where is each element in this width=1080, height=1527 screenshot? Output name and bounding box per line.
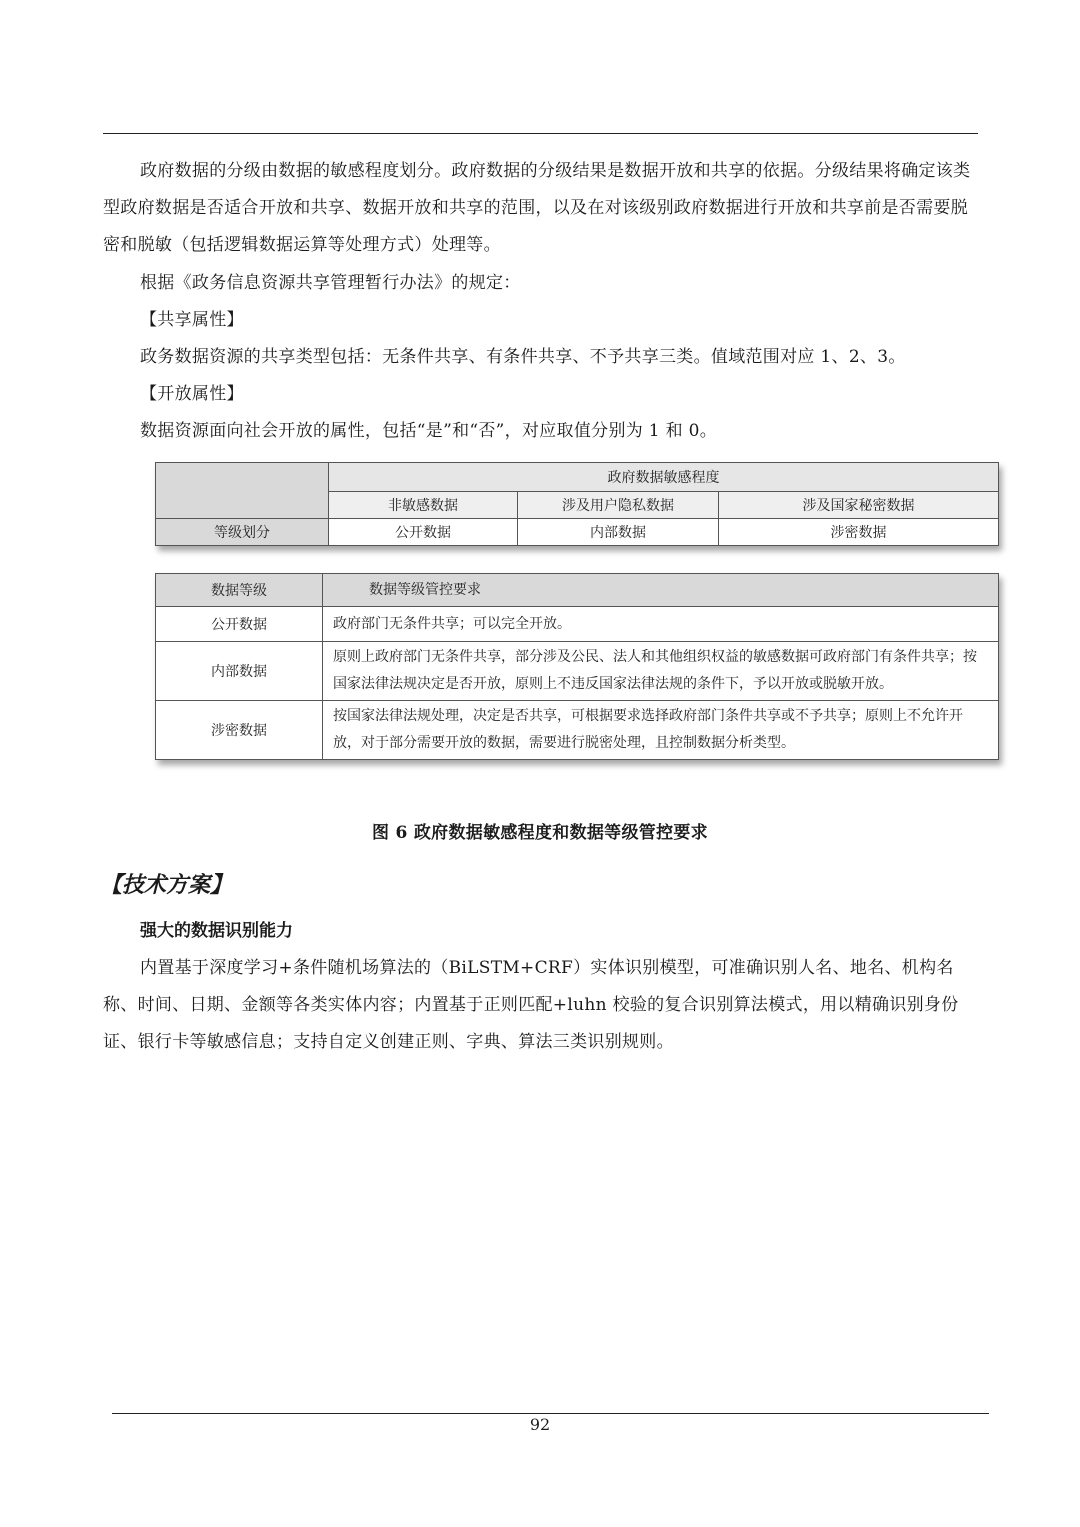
grade-classified: 涉密数据: [719, 519, 999, 546]
control-requirements-table: [155, 573, 999, 760]
paragraph-grading: 政府数据的分级由数据的敏感程度划分。政府数据的分级结果是数据开放和共享的依据。分级结果将确定该类型政府数据是否适合开放和共享、数据开放和共享的范围，以及在对该级别政府数据进行开放和共享前是否需要脱密和脱敏（包括逻辑数据运算等处理方式）处理等。: [103, 161, 971, 255]
section-title: 【技术方案】: [100, 873, 233, 898]
column-non-sensitive: 非敏感数据: [329, 492, 518, 519]
sensitivity-table-corner: [156, 463, 329, 519]
open-attribute-text: 数据资源面向社会开放的属性，包括“是”和“否”，对应取值分别为 1 和 0。: [140, 421, 718, 441]
column-user-privacy: 涉及用户隐私数据: [518, 492, 719, 519]
sensitivity-table: [155, 462, 999, 546]
header-data-level: 数据等级: [156, 574, 323, 607]
regulation-line: 根据《政务信息资源共享管理暂行办法》的规定：: [140, 273, 521, 293]
row-label-grading: 等级划分: [156, 519, 329, 546]
share-attribute-text: 政务数据资源的共享类型包括：无条件共享、有条件共享、不予共享三类。值域范围对应 1、2、3。: [140, 347, 906, 367]
page-number: 92: [529, 1415, 551, 1434]
column-state-secret: 涉及国家秘密数据: [719, 492, 999, 519]
grade-public: 公开数据: [329, 519, 518, 546]
table-row-requirement: 按国家法律法规处理，决定是否共享，可根据要求选择政府部门条件共享或不予共享；原则上不允许开放，对于部分需要开放的数据，需要进行脱密处理，且控制数据分析类型。: [323, 701, 999, 760]
open-attribute-heading: 【开放属性】: [140, 384, 244, 404]
header-rule: [103, 133, 978, 134]
share-attribute-heading: 【共享属性】: [140, 310, 244, 330]
paragraph-identification: 内置基于深度学习+条件随机场算法的（BiLSTM+CRF）实体识别模型，可准确识别人名、地名、机构名称、时间、日期、金额等各类实体内容；内置基于正则匹配+luhn 校验的复合识别算法模式，用以精确识别身份证、银行卡等敏感信息；支持自定义创建正则、字典、算法三类识别规则。: [103, 958, 959, 1052]
sensitivity-header: 政府数据敏感程度: [329, 463, 999, 492]
header-control-requirement: 数据等级管控要求: [323, 574, 999, 607]
grade-internal: 内部数据: [518, 519, 719, 546]
table-row-level: 公开数据: [156, 607, 323, 642]
table-row-level: 涉密数据: [156, 701, 323, 760]
table-row-requirement: 原则上政府部门无条件共享，部分涉及公民、法人和其他组织权益的敏感数据可政府部门有条件共享；按国家法律法规决定是否开放，原则上不违反国家法律法规的条件下，予以开放或脱敏开放。: [323, 642, 999, 701]
table-row-level: 内部数据: [156, 642, 323, 701]
figure-caption: 图 6 政府数据敏感程度和数据等级管控要求: [372, 823, 708, 843]
footer-rule: [112, 1413, 989, 1414]
subheading: 强大的数据识别能力: [140, 921, 293, 941]
table-row-requirement: 政府部门无条件共享；可以完全开放。: [323, 607, 999, 642]
